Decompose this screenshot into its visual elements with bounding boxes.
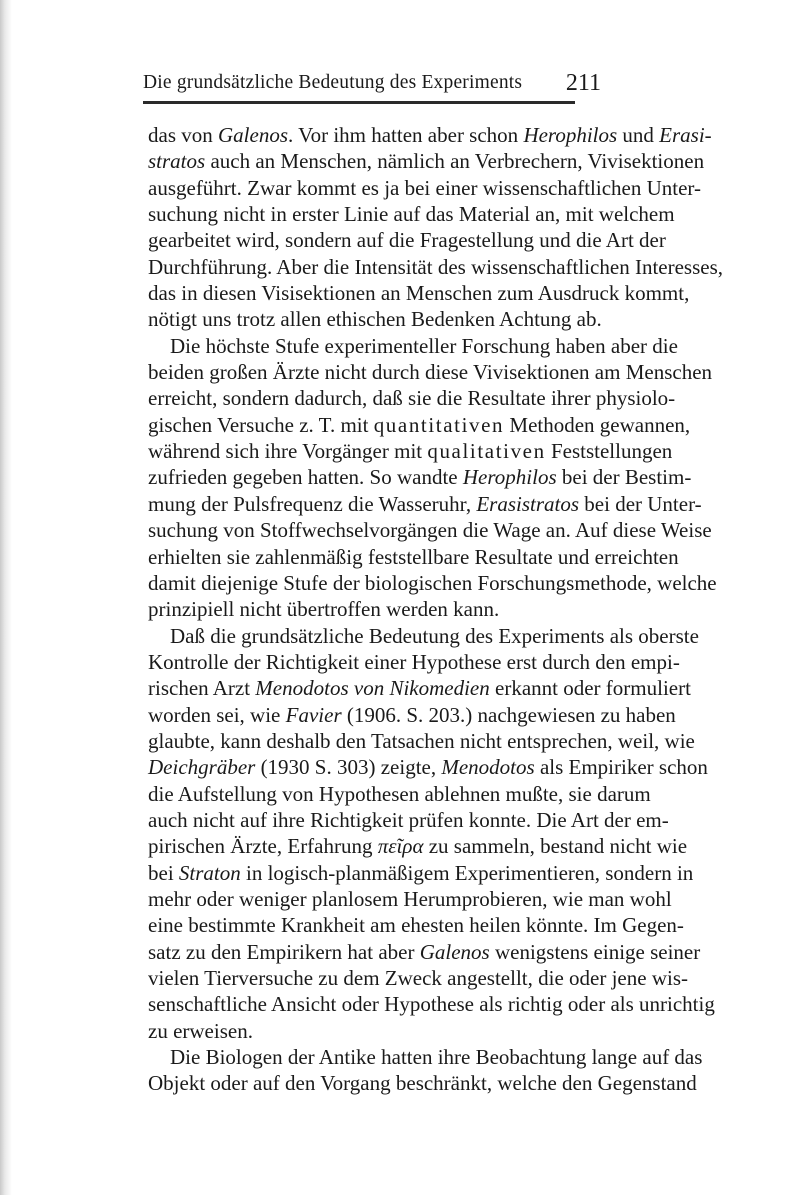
text-line: [148, 649, 680, 675]
text-run: mehr oder weniger planlosem Herumprobieren, wie man wohl: [148, 886, 672, 911]
spaced-emphasis: quantitativen: [373, 412, 505, 437]
italic-name: Deichgräber: [148, 755, 256, 780]
text-line: [148, 544, 679, 570]
italic-name: Straton: [178, 860, 241, 885]
text-line: [148, 886, 672, 912]
text-run: beiden großen Ärzte nicht durch diese Vivisektionen am Menschen: [148, 360, 713, 385]
text-line: [148, 280, 690, 306]
italic-name: Menodotos: [441, 755, 535, 780]
text-run: Durchführung. Aber die Intensität des wissenschaftlichen Interesses,: [148, 254, 723, 279]
italic-name: Menodotos von Nikomedien: [255, 676, 490, 701]
text-run: zu erweisen.: [148, 1018, 253, 1043]
text-run: das von: [148, 123, 218, 147]
text-line: [148, 623, 699, 649]
text-run: glaubte, kann deshalb den Tatsachen nicht entsprechen, weil, wie: [148, 728, 695, 753]
text-line: [148, 517, 712, 543]
text-run: nötigt uns trotz allen ethischen Bedenken Achtung ab.: [148, 307, 602, 332]
text-line: [148, 148, 705, 174]
text-line: [148, 175, 701, 201]
text-line: [148, 201, 675, 227]
text-line: [148, 1044, 703, 1070]
text-run: auch nicht auf ihre Richtigkeit prüfen konnte. Die Art der em-: [148, 807, 669, 832]
text-run: das in diesen Visisektionen an Menschen zum Ausdruck kommt,: [148, 281, 690, 306]
text-run: bei der Unter-: [579, 491, 702, 516]
text-line: [148, 781, 651, 807]
text-run: zufrieden gegeben hatten. So wandte: [148, 465, 463, 490]
text-line: [148, 122, 712, 148]
italic-name: Galenos: [419, 939, 490, 964]
spaced-emphasis: qualitativen: [427, 439, 546, 464]
text-run: mung der Pulsfrequenz die Wasseruhr,: [148, 491, 477, 516]
text-run: ausgeführt. Zwar kommt es ja bei einer wissenschaftlichen Unter-: [148, 175, 701, 200]
text-run: suchung nicht in erster Linie auf das Material an, mit welchem: [148, 202, 675, 227]
text-line: [148, 1070, 697, 1096]
text-run: zu sammeln, bestand nicht wie: [423, 834, 688, 859]
text-run: Methoden gewannen,: [504, 412, 691, 437]
body-text: [148, 122, 723, 1097]
italic-name: Herophilos: [523, 123, 618, 147]
text-line: [148, 359, 713, 385]
text-run: als Empiriker schon: [534, 755, 708, 780]
italic-name: stratos: [148, 149, 206, 174]
text-line: [148, 464, 692, 490]
text-line: [148, 939, 701, 965]
text-line: [148, 807, 669, 833]
text-line: [148, 570, 717, 596]
text-run: während sich ihre Vorgänger mit: [148, 439, 428, 464]
text-run: und: [617, 123, 660, 147]
italic-name: πεῖρα: [377, 834, 424, 859]
text-run: prinzipiell nicht übertroffen werden kann.: [148, 597, 500, 622]
text-run: (1930 S. 303) zeigte,: [255, 755, 442, 780]
text-run: vielen Tierversuche zu dem Zweck angestellt, die oder jene wis-: [148, 966, 688, 990]
text-line: [148, 833, 688, 859]
text-run: auch an Menschen, nämlich an Verbrechern, Vivisektionen: [205, 149, 705, 174]
text-run: rischen Arzt: [148, 676, 256, 701]
text-line: [148, 728, 695, 754]
text-line: [148, 333, 678, 359]
text-line: [148, 306, 600, 332]
header-rule: [143, 101, 575, 104]
text-line: [148, 491, 702, 517]
italic-name: Favier: [285, 702, 342, 727]
text-run: Die Biologen der Antike hatten ihre Beobachtung lange auf das: [170, 1045, 703, 1070]
text-line: [148, 385, 676, 411]
text-run: erhielten sie zahlenmäßig feststellbare Resultate und erreichten: [148, 544, 679, 569]
text-line: [148, 1018, 600, 1044]
text-run: Kontrolle der Richtigkeit einer Hypothese erst durch den empi-: [148, 649, 680, 674]
text-run: damit diejenige Stufe der biologischen Forschungsmethode, welche: [148, 570, 717, 595]
italic-name: Erasistratos: [476, 491, 580, 516]
text-run: die Aufstellung von Hypothesen ablehnen mußte, sie darum: [148, 781, 651, 806]
text-run: suchung von Stoffwechselvorgängen die Wage an. Auf diese Weise: [148, 518, 712, 543]
text-line: [148, 227, 666, 253]
text-run: bei der Bestim-: [556, 465, 692, 490]
text-line: [148, 912, 684, 938]
page-number: 211: [565, 70, 601, 96]
text-run: erreicht, sondern dadurch, daß sie die Resultate ihrer physiolo-: [148, 386, 676, 411]
text-line: [148, 702, 676, 728]
running-head: Die grundsätzliche Bedeutung des Experiments: [143, 72, 523, 93]
italic-name: Galenos: [218, 123, 288, 147]
italic-name: Erasi-: [659, 123, 712, 147]
text-run: Die höchste Stufe experimenteller Forschung haben aber die: [170, 333, 678, 358]
text-line: [148, 254, 723, 280]
text-run: erkannt oder formuliert: [489, 676, 691, 701]
text-run: gischen Versuche z. T. mit: [148, 412, 374, 437]
text-run: gearbeitet wird, sondern auf die Fragestellung und die Art der: [148, 228, 666, 253]
text-run: wenigstens einige seiner: [489, 939, 701, 964]
text-run: worden sei, wie: [148, 702, 286, 727]
text-run: Daß die grundsätzliche Bedeutung des Experiments als oberste: [170, 623, 699, 648]
text-run: Objekt oder auf den Vorgang beschränkt, welche den Gegenstand: [148, 1071, 697, 1096]
text-line: [148, 991, 715, 1017]
text-run: . Vor ihm hatten aber schon: [288, 123, 524, 147]
text-line: [148, 675, 691, 701]
page-header: [143, 70, 601, 110]
text-run: senschaftliche Ansicht oder Hypothese als richtig oder als unrichtig: [148, 992, 715, 1017]
text-line: [148, 860, 694, 886]
text-run: in logisch-planmäßigem Experimentieren, sondern in: [240, 860, 694, 885]
text-run: Feststellungen: [545, 439, 673, 464]
text-line: [148, 596, 600, 622]
italic-name: Herophilos: [462, 465, 557, 490]
text-run: (1906. S. 203.) nachgewiesen zu haben: [341, 702, 676, 727]
text-run: satz zu den Empirikern hat aber: [148, 939, 420, 964]
text-run: eine bestimmte Krankheit am ehesten heilen könnte. Im Gegen-: [148, 913, 684, 938]
page-binding-edge: [0, 0, 12, 1195]
text-run: bei: [148, 860, 179, 885]
text-line: [148, 754, 708, 780]
text-line: [148, 438, 673, 464]
text-line: [148, 412, 691, 438]
text-run: pirischen Ärzte, Erfahrung: [148, 834, 378, 859]
text-line: [148, 965, 688, 991]
